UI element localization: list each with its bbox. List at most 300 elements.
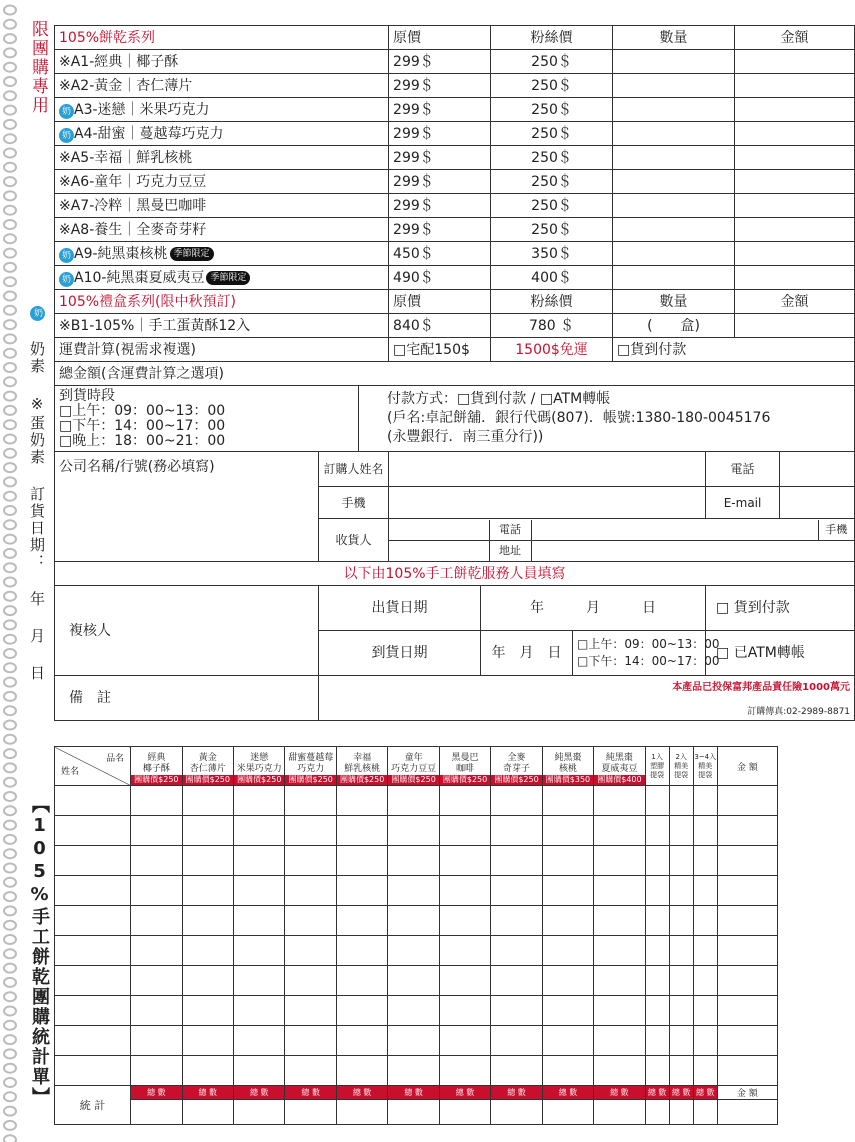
tally-cell[interactable] xyxy=(131,906,182,936)
tally-cell[interactable] xyxy=(131,1026,182,1056)
tally-cell[interactable] xyxy=(388,936,439,966)
product-qty-field[interactable] xyxy=(613,170,735,194)
arrival-eve[interactable]: □晚上：18：00~21：00 xyxy=(59,433,226,449)
tally-cell[interactable] xyxy=(182,996,233,1026)
tally-cell[interactable] xyxy=(491,1056,542,1086)
tally-cell[interactable] xyxy=(717,1026,777,1056)
tally-cell[interactable] xyxy=(542,966,593,996)
tally-cell[interactable] xyxy=(131,936,182,966)
tally-total-cell[interactable] xyxy=(693,1100,717,1125)
tally-cell[interactable] xyxy=(131,846,182,876)
gift-box-name xyxy=(55,314,389,338)
tally-cell[interactable] xyxy=(182,1026,233,1056)
tally-bag-header xyxy=(645,747,669,786)
product-qty-field[interactable] xyxy=(613,122,735,146)
tally-corner xyxy=(55,747,131,786)
tally-cell[interactable] xyxy=(234,876,285,906)
tally-name-cell[interactable] xyxy=(55,966,131,996)
tally-cell[interactable] xyxy=(594,876,645,906)
tally-count-header: 總 數 xyxy=(131,1086,182,1100)
tally-total-cell[interactable] xyxy=(131,1100,182,1125)
gift-box-row xyxy=(55,314,855,338)
tally-cell[interactable] xyxy=(285,876,336,906)
tally-cell[interactable] xyxy=(285,1056,336,1086)
bag-l2: 塑膠 xyxy=(650,761,665,770)
product-fan-price: 250＄ xyxy=(491,50,613,74)
tally-cell[interactable] xyxy=(388,1056,439,1086)
tally-cell[interactable] xyxy=(182,936,233,966)
tally-group-price: 團購價$250 xyxy=(440,775,490,785)
tally-group-price: 團購價$250 xyxy=(131,775,181,785)
product-row xyxy=(55,122,855,146)
tally-cell[interactable] xyxy=(336,786,387,816)
tally-cell[interactable] xyxy=(439,876,490,906)
tally-cell[interactable] xyxy=(693,966,717,996)
tally-row xyxy=(55,816,778,846)
product-row xyxy=(55,218,855,242)
tally-count-header: 總 數 xyxy=(669,1086,693,1100)
arrival-am[interactable]: □上午：09：00~13：00 xyxy=(59,403,226,419)
tally-cell[interactable] xyxy=(491,936,542,966)
tally-cell[interactable] xyxy=(645,936,669,966)
tally-row xyxy=(55,846,778,876)
tally-row xyxy=(55,876,778,906)
tally-product-header xyxy=(594,747,645,786)
cod-check[interactable]: □ 貨到付款 xyxy=(706,586,855,631)
tally-cell[interactable] xyxy=(645,846,669,876)
order-form xyxy=(54,25,855,721)
cod-option[interactable]: □貨到付款 xyxy=(613,338,855,362)
product-label: A7-冷粹｜黑曼巴咖啡 xyxy=(70,197,207,214)
product-orig-price: 299＄ xyxy=(389,98,491,122)
tally-cell[interactable] xyxy=(388,876,439,906)
tally-cell[interactable] xyxy=(336,966,387,996)
tally-count-header: 總 數 xyxy=(542,1086,593,1100)
product-name xyxy=(55,170,389,194)
tally-total-cell[interactable] xyxy=(234,1100,285,1125)
tally-cell[interactable] xyxy=(388,906,439,936)
tally-cell[interactable] xyxy=(542,936,593,966)
tally-cell[interactable] xyxy=(542,1056,593,1086)
tally-total-cell[interactable] xyxy=(388,1100,439,1125)
tally-name-cell[interactable] xyxy=(55,936,131,966)
gift-box-fan: 780 ＄ xyxy=(491,314,613,338)
arrive-date-label: 到貨日期 xyxy=(319,631,481,676)
product-orig-price: 299＄ xyxy=(389,170,491,194)
tally-cell[interactable] xyxy=(645,906,669,936)
tally-cell[interactable] xyxy=(693,906,717,936)
tally-product-l2: 巧克力 xyxy=(297,764,325,774)
tally-total-cell[interactable] xyxy=(717,1100,777,1125)
tally-cell[interactable] xyxy=(542,906,593,936)
tally-cell[interactable] xyxy=(131,996,182,1026)
tally-cell[interactable] xyxy=(645,816,669,846)
tally-cell[interactable] xyxy=(285,936,336,966)
tally-cell[interactable] xyxy=(131,966,182,996)
tally-cell[interactable] xyxy=(336,936,387,966)
arrive-pm[interactable]: □下午：14：00~17：00 xyxy=(577,654,720,668)
tally-cell[interactable] xyxy=(336,876,387,906)
tally-group-price: 團購價$250 xyxy=(388,775,438,785)
tally-cell[interactable] xyxy=(542,786,593,816)
col-qty: 數量 xyxy=(613,26,735,50)
seasonal-badge: 季節限定 xyxy=(206,271,250,285)
tally-product-l2: 夏威夷豆 xyxy=(601,764,638,774)
product-col-label: 品名 xyxy=(106,754,125,764)
receiver-field[interactable] xyxy=(389,520,489,541)
product-amount-field[interactable] xyxy=(735,242,855,266)
tally-cell[interactable] xyxy=(131,876,182,906)
product-fan-price: 250＄ xyxy=(491,122,613,146)
tally-cell[interactable] xyxy=(594,1056,645,1086)
product-orig-price: 299＄ xyxy=(389,218,491,242)
tally-cell[interactable] xyxy=(594,846,645,876)
tally-cell[interactable] xyxy=(594,936,645,966)
tally-cell[interactable] xyxy=(336,846,387,876)
tally-cell[interactable] xyxy=(645,876,669,906)
tally-cell[interactable] xyxy=(182,786,233,816)
tally-name-cell[interactable] xyxy=(55,786,131,816)
milk-icon: 奶 xyxy=(59,248,74,263)
tally-cell[interactable] xyxy=(439,1026,490,1056)
tally-cell[interactable] xyxy=(669,1026,693,1056)
product-qty-field[interactable] xyxy=(613,74,735,98)
fax-number: 訂購傳真:02-2989-8871 xyxy=(747,707,851,717)
product-qty-field[interactable] xyxy=(613,242,735,266)
phone-field[interactable] xyxy=(780,452,855,487)
tally-cell[interactable] xyxy=(285,786,336,816)
tally-product-header xyxy=(285,747,336,786)
tally-cell[interactable] xyxy=(594,966,645,996)
tally-cell[interactable] xyxy=(182,966,233,996)
staff-header-row xyxy=(55,562,855,586)
tally-cell[interactable] xyxy=(131,1056,182,1086)
tally-cell[interactable] xyxy=(491,1026,542,1056)
email-field[interactable] xyxy=(780,487,855,519)
tally-cell[interactable] xyxy=(439,786,490,816)
tally-cell[interactable] xyxy=(285,906,336,936)
tally-cell[interactable] xyxy=(491,846,542,876)
tally-name-cell[interactable] xyxy=(55,1026,131,1056)
tally-cell[interactable] xyxy=(693,876,717,906)
tally-cell[interactable] xyxy=(336,1026,387,1056)
tally-name-cell[interactable] xyxy=(55,846,131,876)
tally-cell[interactable] xyxy=(717,906,777,936)
arrive-date-field[interactable]: 年 月 日 xyxy=(481,631,573,676)
tally-product-header xyxy=(542,747,593,786)
tally-cell[interactable] xyxy=(234,906,285,936)
tally-cell[interactable] xyxy=(234,816,285,846)
product-qty-field[interactable] xyxy=(613,146,735,170)
tally-cell[interactable] xyxy=(388,996,439,1026)
tally-cell[interactable] xyxy=(669,786,693,816)
tally-cell[interactable] xyxy=(717,876,777,906)
gift-box-amount[interactable] xyxy=(735,314,855,338)
tally-cell[interactable] xyxy=(542,996,593,1026)
tally-cell[interactable] xyxy=(594,906,645,936)
tally-total-cell[interactable] xyxy=(439,1100,490,1125)
product-fan-price: 250＄ xyxy=(491,146,613,170)
egg-milk-mark: ※ xyxy=(59,53,71,70)
tally-cell[interactable] xyxy=(693,816,717,846)
receiver-label: 收貨人 xyxy=(319,519,389,562)
tally-cell[interactable] xyxy=(182,1056,233,1086)
product-amount-field[interactable] xyxy=(735,98,855,122)
ship-date-label: 出貨日期 xyxy=(319,586,481,631)
payment-info xyxy=(359,386,855,452)
tally-count-header: 總 數 xyxy=(645,1086,669,1100)
remarks-field[interactable] xyxy=(319,676,855,721)
product-amount-field[interactable] xyxy=(735,194,855,218)
tally-cell[interactable] xyxy=(717,966,777,996)
tally-cell[interactable] xyxy=(717,786,777,816)
ship-date-field[interactable]: 年 月 日 xyxy=(481,586,706,631)
mobile-field[interactable] xyxy=(389,487,706,519)
address-label: 地址 xyxy=(489,540,531,561)
tally-cell[interactable] xyxy=(491,816,542,846)
tally-cell[interactable] xyxy=(693,786,717,816)
gift-box-qty[interactable]: ( 盒) xyxy=(613,314,735,338)
tally-cell[interactable] xyxy=(234,786,285,816)
tally-product-header xyxy=(388,747,439,786)
tally-count-header: 總 數 xyxy=(388,1086,439,1100)
tally-cell[interactable] xyxy=(542,816,593,846)
product-fan-price: 350＄ xyxy=(491,242,613,266)
product-row xyxy=(55,74,855,98)
tally-cell[interactable] xyxy=(388,846,439,876)
arrive-am[interactable]: □上午：09：00~13：00 xyxy=(577,637,720,651)
tally-name-cell[interactable] xyxy=(55,1056,131,1086)
mobile-label: 手機 xyxy=(319,487,389,519)
tally-cell[interactable] xyxy=(645,966,669,996)
tally-cell[interactable] xyxy=(645,786,669,816)
tally-cell[interactable] xyxy=(693,1026,717,1056)
tally-cell[interactable] xyxy=(669,816,693,846)
tally-cell[interactable] xyxy=(542,846,593,876)
tally-total-cell[interactable] xyxy=(594,1100,645,1125)
tally-cell[interactable] xyxy=(491,906,542,936)
tally-cell[interactable] xyxy=(439,906,490,936)
tally-cell[interactable] xyxy=(439,816,490,846)
tally-cell[interactable] xyxy=(717,936,777,966)
product-qty-field[interactable] xyxy=(613,50,735,74)
tally-cell[interactable] xyxy=(439,996,490,1026)
product-qty-field[interactable] xyxy=(613,266,735,290)
tally-total-cell[interactable] xyxy=(285,1100,336,1125)
tally-cell[interactable] xyxy=(388,1026,439,1056)
tally-cell[interactable] xyxy=(439,1056,490,1086)
tally-name-cell[interactable] xyxy=(55,906,131,936)
tally-cell[interactable] xyxy=(182,906,233,936)
product-row xyxy=(55,98,855,122)
tally-row xyxy=(55,1026,778,1056)
product-fan-price: 250＄ xyxy=(491,170,613,194)
receiver-field-2[interactable] xyxy=(389,540,489,561)
address-field[interactable] xyxy=(531,540,854,561)
tally-cell[interactable] xyxy=(285,846,336,876)
tally-total-cell[interactable] xyxy=(542,1100,593,1125)
col-orig: 原價 xyxy=(389,26,491,50)
tally-product-header xyxy=(182,747,233,786)
product-label: A6-童年｜巧克力豆豆 xyxy=(70,173,207,190)
tally-total-cell[interactable] xyxy=(182,1100,233,1125)
tally-total-cell[interactable] xyxy=(491,1100,542,1125)
tally-cell[interactable] xyxy=(717,996,777,1026)
product-name xyxy=(55,50,389,74)
tally-cell[interactable] xyxy=(542,1026,593,1056)
tally-cell[interactable] xyxy=(645,1056,669,1086)
atm-check[interactable]: □ 已ATM轉帳 xyxy=(706,631,855,676)
section2-title: 105%禮盒系列(限中秋預訂) xyxy=(55,290,389,314)
tally-cell[interactable] xyxy=(669,996,693,1026)
tally-cell[interactable] xyxy=(336,816,387,846)
product-row xyxy=(55,242,855,266)
tally-cell[interactable] xyxy=(182,876,233,906)
tally-cell[interactable] xyxy=(234,966,285,996)
tally-cell[interactable] xyxy=(234,936,285,966)
tally-cell[interactable] xyxy=(388,966,439,996)
product-name xyxy=(55,242,389,266)
tally-cell[interactable] xyxy=(669,876,693,906)
tally-cell[interactable] xyxy=(285,996,336,1026)
home-delivery-option[interactable]: □宅配150$ xyxy=(389,338,491,362)
tally-cell[interactable] xyxy=(439,936,490,966)
tally-cell[interactable] xyxy=(693,996,717,1026)
tally-cell[interactable] xyxy=(234,1056,285,1086)
tally-count-header: 總 數 xyxy=(336,1086,387,1100)
tally-cell[interactable] xyxy=(336,996,387,1026)
tally-total-cell[interactable] xyxy=(645,1100,669,1125)
tally-cell[interactable] xyxy=(669,936,693,966)
section2-header xyxy=(55,290,855,314)
tally-cell[interactable] xyxy=(285,1026,336,1056)
buyer-name-field[interactable] xyxy=(389,452,706,487)
tally-row xyxy=(55,966,778,996)
product-orig-price: 490＄ xyxy=(389,266,491,290)
tally-cell[interactable] xyxy=(491,786,542,816)
product-amount-field[interactable] xyxy=(735,50,855,74)
product-fan-price: 400＄ xyxy=(491,266,613,290)
tally-cell[interactable] xyxy=(594,816,645,846)
tally-cell[interactable] xyxy=(336,1056,387,1086)
col-fan-2: 粉絲價 xyxy=(491,290,613,314)
name-col-label: 姓名 xyxy=(61,767,80,777)
tally-cell[interactable] xyxy=(491,876,542,906)
tally-cell[interactable] xyxy=(669,966,693,996)
tally-cell[interactable] xyxy=(388,816,439,846)
tally-cell[interactable] xyxy=(669,1056,693,1086)
tally-cell[interactable] xyxy=(669,846,693,876)
staff-header: 以下由105%手工餅乾服務人員填寫 xyxy=(55,562,855,586)
buyer-name-label: 訂購人姓名 xyxy=(319,452,389,487)
tally-cell[interactable] xyxy=(594,1026,645,1056)
product-qty-field[interactable] xyxy=(613,194,735,218)
tally-cell[interactable] xyxy=(285,816,336,846)
tally-group-price: 團購價$250 xyxy=(234,775,284,785)
product-amount-field[interactable] xyxy=(735,218,855,242)
seasonal-badge: 季節限定 xyxy=(170,247,214,261)
tally-total-cell[interactable] xyxy=(336,1100,387,1125)
payment-account: (戶名:卓記餅舖．銀行代碼(807)．帳號:1380-180-0045176 xyxy=(387,410,771,426)
tally-product-l1: 純黑棗 xyxy=(554,753,582,763)
tally-cell[interactable] xyxy=(669,906,693,936)
tally-cell[interactable] xyxy=(182,846,233,876)
tally-table xyxy=(54,746,778,1125)
arrive-slot xyxy=(573,631,720,676)
tally-cell[interactable] xyxy=(717,1056,777,1086)
tally-name-cell[interactable] xyxy=(55,816,131,846)
product-name xyxy=(55,74,389,98)
tally-cell[interactable] xyxy=(234,996,285,1026)
product-orig-price: 299＄ xyxy=(389,122,491,146)
tally-product-l2: 米果巧克力 xyxy=(236,764,282,774)
product-amount-field[interactable] xyxy=(735,74,855,98)
bag-l2: 精美 xyxy=(674,761,689,770)
tally-cell[interactable] xyxy=(645,996,669,1026)
bag-l2: 精美 xyxy=(698,761,713,770)
insurance-note: 本產品已投保富邦產品責任險1000萬元 xyxy=(672,682,851,693)
product-amount-field[interactable] xyxy=(735,170,855,194)
tally-cell[interactable] xyxy=(234,1026,285,1056)
egg-milk-mark: ※ xyxy=(59,221,71,238)
tally-cell[interactable] xyxy=(131,786,182,816)
tally-cell[interactable] xyxy=(542,876,593,906)
tally-cell[interactable] xyxy=(131,816,182,846)
total-row xyxy=(55,362,855,386)
tally-cell[interactable] xyxy=(388,786,439,816)
tally-row xyxy=(55,936,778,966)
tally-cell[interactable] xyxy=(717,846,777,876)
tally-product-l1: 經典 xyxy=(147,753,166,763)
arrival-pm[interactable]: □下午：14：00~17：00 xyxy=(59,418,226,434)
product-amount-field[interactable] xyxy=(735,266,855,290)
tally-cell[interactable] xyxy=(693,846,717,876)
tally-cell[interactable] xyxy=(182,816,233,846)
product-amount-field[interactable] xyxy=(735,146,855,170)
product-qty-field[interactable] xyxy=(613,98,735,122)
tally-cell[interactable] xyxy=(234,846,285,876)
recv-phone-field[interactable] xyxy=(531,520,818,541)
tally-cell[interactable] xyxy=(439,846,490,876)
tally-name-cell[interactable] xyxy=(55,996,131,1026)
tally-cell[interactable] xyxy=(285,966,336,996)
product-qty-field[interactable] xyxy=(613,218,735,242)
gift-box-label: ※B1-105%｜手工蛋黃酥12入 xyxy=(59,317,251,334)
tally-count-header: 總 數 xyxy=(439,1086,490,1100)
tally-cell[interactable] xyxy=(693,936,717,966)
col-qty-2: 數量 xyxy=(613,290,735,314)
tally-cell[interactable] xyxy=(439,966,490,996)
tally-cell[interactable] xyxy=(693,1056,717,1086)
product-label: A10-純黑棗夏威夷豆 xyxy=(74,269,205,286)
tally-product-l1: 黑曼巴 xyxy=(451,753,479,763)
tally-total-cell[interactable] xyxy=(669,1100,693,1125)
tally-row xyxy=(55,1056,778,1086)
shipping-label: 運費計算(視需求複選) xyxy=(55,338,389,362)
bag-l1: 1入 xyxy=(651,752,663,761)
milk-icon: 奶 xyxy=(30,306,45,321)
product-amount-field[interactable] xyxy=(735,122,855,146)
tally-name-cell[interactable] xyxy=(55,876,131,906)
tally-cell[interactable] xyxy=(594,786,645,816)
tally-cell[interactable] xyxy=(491,966,542,996)
tally-cell[interactable] xyxy=(717,816,777,846)
tally-cell[interactable] xyxy=(491,996,542,1026)
product-orig-price: 299＄ xyxy=(389,74,491,98)
tally-cell[interactable] xyxy=(336,906,387,936)
tally-cell[interactable] xyxy=(594,996,645,1026)
tally-cell[interactable] xyxy=(645,1026,669,1056)
